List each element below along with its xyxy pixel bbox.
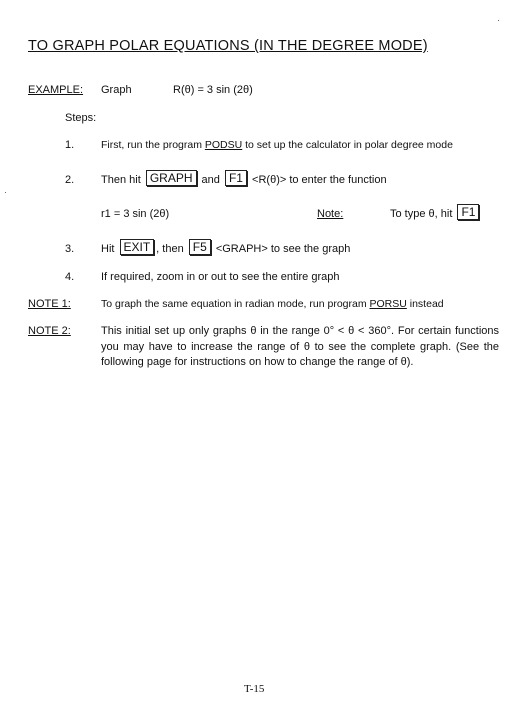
note-2-label: NOTE 2: [28,325,71,337]
note-2-text: This initial set up only graphs θ in the range 0° < θ < 360°. For certain functions you may have to increase the range of θ to see the complete graph. (See the following page for instructions on how to change the range of θ). [101,325,499,368]
graph-key: GRAPH [146,170,197,186]
f1-key: F1 [225,170,247,186]
page-title: TO GRAPH POLAR EQUATIONS (IN THE DEGREE MODE) [28,38,428,54]
step-text-part: and [198,174,223,186]
step-text-part: Hit [101,243,118,255]
example-label: EXAMPLE: [28,84,84,96]
step-text-part: to set up the calculator in polar degree mode [242,139,453,151]
function-equation: r1 = 3 sin (2θ) [101,208,170,220]
step-number: 4. [65,271,75,283]
theta-hint [390,204,481,223]
step-text [101,170,387,189]
page-number: T-15 [244,683,265,695]
step-text: If required, zoom in or out to see the entire graph [101,271,340,283]
step-text-part: , then [156,243,187,255]
scan-speck [5,192,6,193]
step-text-part: <R(θ)> to enter the function [248,174,387,186]
note-1-text [101,298,444,310]
note-label: Note: [317,208,344,220]
example-row [28,84,83,96]
step-text-part: Then hit [101,174,144,186]
example-verb: Graph [101,84,132,96]
scan-speck [498,20,499,21]
example-equation: R(θ) = 3 sin (2θ) [173,84,253,96]
step-text [101,239,350,258]
steps-heading: Steps: [65,112,97,124]
note-text-part: instead [406,298,444,310]
f1-key: F1 [457,204,479,220]
theta-hint-text: To type θ, hit [390,208,456,220]
step-number: 3. [65,243,75,255]
f5-key: F5 [189,239,211,255]
program-name: PODSU [204,139,243,151]
note-text-part: To graph the same equation in radian mode, run program [101,298,370,310]
step-text-part: First, run the program [101,139,205,151]
step-text [101,139,453,151]
program-name: PORSU [369,298,407,310]
note-1-label: NOTE 1: [28,298,71,310]
step-text-part: <GRAPH> to see the graph [212,243,351,255]
exit-key: EXIT [120,239,155,255]
step-number: 2. [65,174,75,186]
step-number: 1. [65,139,75,151]
